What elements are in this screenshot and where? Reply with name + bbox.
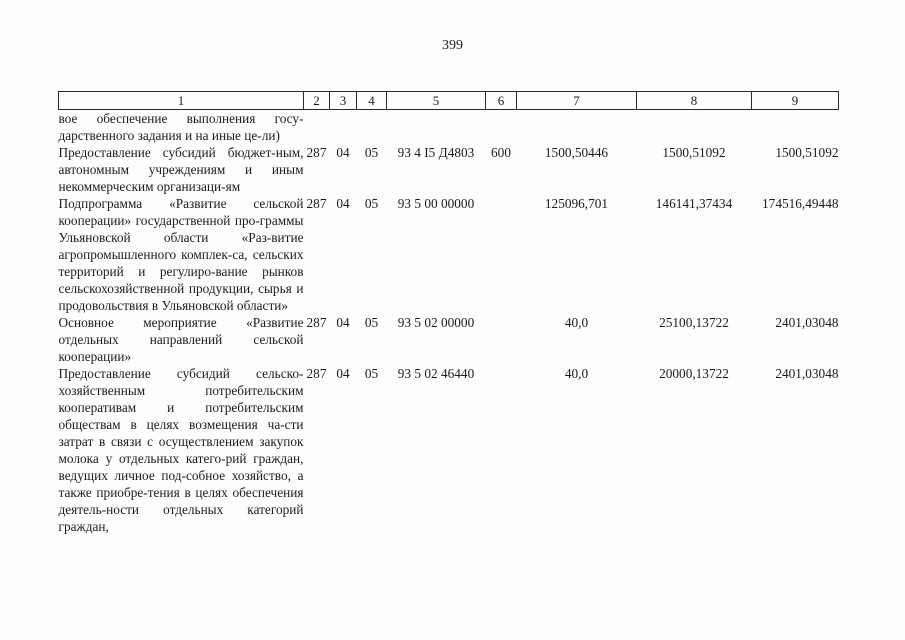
row-value-3: 1500,51092 — [775, 145, 839, 160]
row-value-2: 25100,13722 — [659, 315, 729, 330]
col-header-2: 2 — [304, 92, 330, 110]
row-value-2 — [637, 110, 752, 145]
budget-table — [58, 91, 839, 535]
row-gr — [304, 110, 330, 145]
col-header-4: 4 — [357, 92, 387, 110]
row-pr: 05 — [364, 315, 379, 330]
row-gr: 287 — [306, 366, 327, 381]
row-gr: 287 — [306, 145, 327, 160]
row-vr: 600 — [491, 145, 511, 160]
row-csr — [387, 110, 486, 145]
row-value-1: 40,0 — [564, 366, 589, 381]
row-vr — [486, 110, 517, 145]
row-name: Предоставление субсидий сельско-хозяйственным потребительским кооперативам и потребительским обществам в целях возмещения ча-сти затрат в связи с осуществлением закупок молока у отдельных катего-рий граждан, ведущих личное под-собное хозяйство, а также приобре-тения в целях обеспечения деятель-ности отдельных категорий граждан, — [58, 366, 304, 534]
row-vr — [486, 365, 517, 535]
col-header-8: 8 — [637, 92, 752, 110]
row-vr — [486, 314, 517, 365]
row-pr: 05 — [364, 145, 379, 160]
row-gr: 287 — [306, 196, 327, 211]
row-csr: 93 4 I5 Д4803 — [397, 145, 475, 160]
header-row — [59, 92, 839, 110]
row-value-2: 1500,51092 — [662, 145, 726, 160]
row-value-3 — [752, 110, 839, 145]
col-header-5: 5 — [387, 92, 486, 110]
row-rz: 04 — [336, 366, 350, 381]
row-name: вое обеспечение выполнения госу-дарственного задания и на иные це-ли) — [58, 111, 304, 143]
row-pr — [357, 110, 387, 145]
row-rz — [330, 110, 357, 145]
row-pr: 05 — [364, 196, 379, 211]
row-vr — [486, 195, 517, 314]
table-row — [59, 110, 839, 145]
table-row — [59, 365, 839, 535]
col-header-1: 1 — [59, 92, 304, 110]
row-value-1 — [517, 110, 637, 145]
row-value-1: 125096,701 — [544, 196, 609, 211]
row-csr: 93 5 02 00000 — [397, 315, 475, 330]
row-value-3: 2401,03048 — [775, 315, 839, 330]
row-rz: 04 — [336, 315, 350, 330]
row-value-3: 174516,49448 — [762, 196, 839, 211]
row-csr: 93 5 02 46440 — [397, 366, 475, 381]
row-rz: 04 — [336, 196, 350, 211]
page-number: 399 — [442, 38, 463, 53]
row-gr: 287 — [306, 315, 327, 330]
table-row — [59, 314, 839, 365]
row-name: Предоставление субсидий бюджет-ным, автономным учреждениям и иным некоммерческим организаци-ям — [58, 145, 304, 194]
row-value-1: 40,0 — [564, 315, 589, 330]
row-name: Подпрограмма «Развитие сельской кооперации» государственной про-граммы Ульяновской области «Раз-витие агропромышленного комплек-са, сельских территорий и регулиро-вание рынков сельскохозяйственной продукции, сырья и продовольствия в Ульяновской области» — [58, 196, 304, 313]
row-pr: 05 — [364, 366, 379, 381]
row-value-3: 2401,03048 — [775, 366, 839, 381]
col-header-3: 3 — [330, 92, 357, 110]
col-header-6: 6 — [486, 92, 517, 110]
table-row — [59, 144, 839, 195]
col-header-9: 9 — [752, 92, 839, 110]
row-name: Основное мероприятие «Развитие отдельных направлений сельской кооперации» — [58, 315, 304, 364]
row-value-2: 146141,37434 — [655, 196, 733, 211]
table-row — [59, 195, 839, 314]
row-value-2: 20000,13722 — [659, 366, 729, 381]
row-rz: 04 — [336, 145, 350, 160]
col-header-7: 7 — [517, 92, 637, 110]
row-csr: 93 5 00 00000 — [397, 196, 475, 211]
row-value-1: 1500,50446 — [544, 145, 609, 160]
